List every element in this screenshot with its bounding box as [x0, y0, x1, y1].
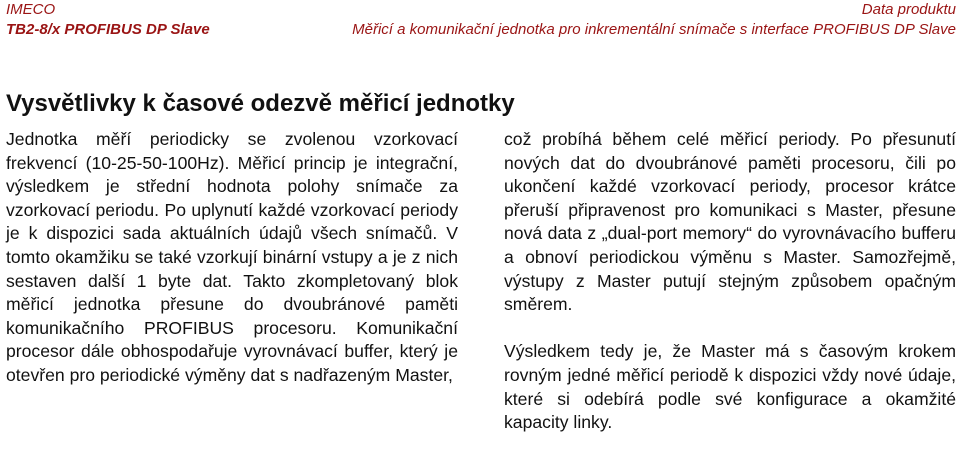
paragraph-right-2: Výsledkem tedy je, že Master má s časovým krokem rovným jedné měřicí periodě k dispozici vždy nové údaje, které si odebírá podle své konfigurace a okamžité kapacity linky.	[504, 341, 956, 433]
document-type: Data produktu	[861, 1, 956, 18]
left-text-column	[6, 128, 458, 388]
company-name: IMECO	[6, 1, 56, 18]
section-title: Vysvětlivky k časové odezvě měřicí jednotky	[6, 90, 515, 118]
header-bottom-line	[6, 20, 956, 40]
product-description: Měřicí a komunikační jednotka pro inkrementální snímače s interface PROFIBUS DP Slave	[352, 21, 956, 38]
product-code: TB2-8/x PROFIBUS DP Slave	[6, 21, 210, 38]
header-top-line	[6, 0, 956, 20]
page-header	[6, 0, 956, 40]
right-text-column	[504, 128, 956, 435]
paragraph-right-1: což probíhá během celé měřicí periody. Po přesunutí nových dat do dvoubránové paměti procesoru, čili po ukončení každé vzorkovací periody, procesor krátce přeruší připravenost pro komunikaci s Master, přesune nová data z „dual-port memory“ do vyrovnávacího bufferu a obnoví periodickou výměnu s Master. Samozřejmě, výstupy z Master putují stejným způsobem opačným směrem.	[504, 129, 956, 315]
paragraph-left: Jednotka měří periodicky se zvolenou vzorkovací frekvencí (10-25-50-100Hz). Měřicí princip je integrační, výsledkem je střední hodnota polohy snímače za vzorkovací periodu. Po uplynutí každé vzorkovací periody je k dispozici sada aktuálních údajů všech snímačů. V tomto okamžiku se také vzorkují binární vstupy a je z nich sestaven další 1 byte dat. Takto zkompletovaný blok měřicí jednotka přesune do dvoubránové paměti komunikačního PROFIBUS procesoru. Komunikační procesor dále obhospodařuje vyrovnávací buffer, který je otevřen pro periodické výměny dat s nadřazeným Master,	[6, 129, 458, 385]
